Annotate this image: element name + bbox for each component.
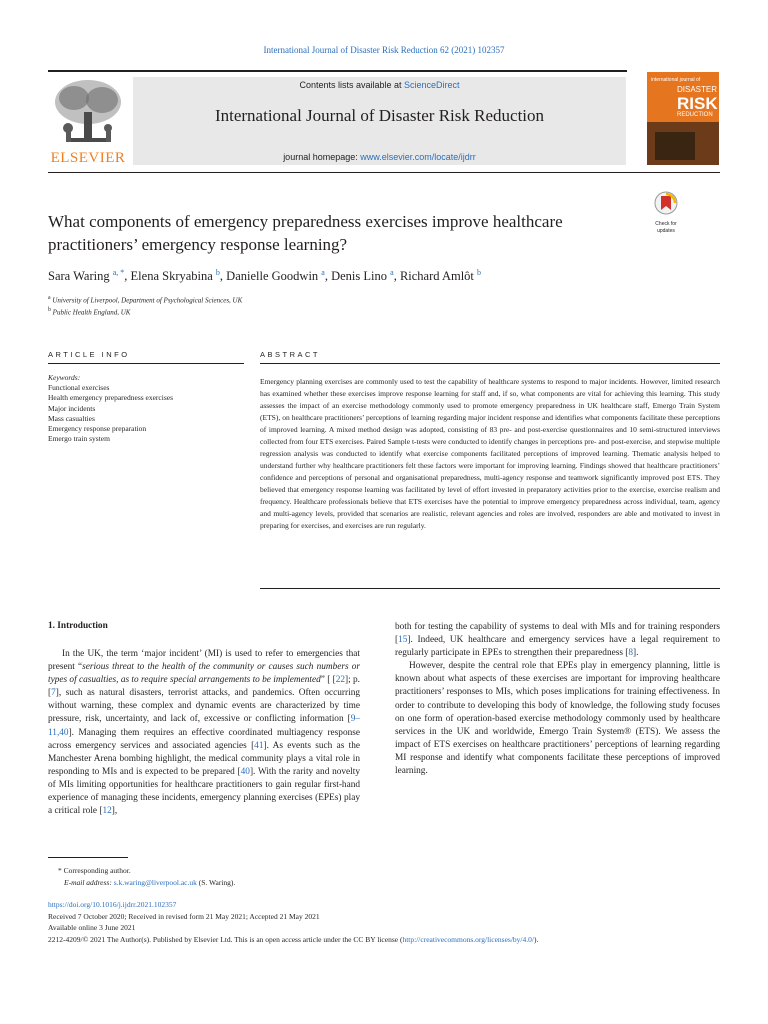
keyword-item: Functional exercises: [48, 383, 110, 393]
affiliation-text: University of Liverpool, Department of Psychological Sciences, UK: [52, 296, 243, 305]
keyword-item: Mass casualties: [48, 413, 95, 423]
journal-title: International Journal of Disaster Risk Reduction: [214, 106, 545, 125]
body-paragraph: [395, 621, 720, 660]
reference-link[interactable]: 15: [398, 635, 408, 646]
email-link[interactable]: s.k.waring@liverpool.ac.uk: [113, 878, 197, 887]
author-affiliation-marker[interactable]: b: [477, 268, 482, 277]
footnote-rule: [48, 857, 128, 858]
online-date: Available online 3 June 2021: [48, 923, 136, 932]
body-text: ]. As events such as the Manchester Arena bombing highlight, the medical community plays a vital role in responding to MIs and is expected to be prepared [: [48, 740, 360, 777]
keywords-label: Keywords:: [48, 373, 81, 382]
affiliation: [48, 307, 718, 316]
license-link[interactable]: http://creativecommons.org/licenses/by/4.0/: [402, 935, 534, 944]
cover-title: DISASTER: [677, 85, 718, 94]
affiliation-marker: a: [48, 295, 51, 301]
reference-link[interactable]: 41: [254, 740, 264, 751]
body-text: ]. Indeed, UK healthcare and emergency services have a legal requirement to regularly participate in EPEs to strengthen their preparedness [: [395, 635, 720, 659]
keywords-list: [48, 373, 244, 444]
header-bottom-rule: [48, 172, 720, 173]
check-for-updates-badge[interactable]: [648, 191, 684, 234]
check-updates-icon: [654, 191, 678, 215]
author-list: Sara Waring $^{a, *}$, Elena Skryabina $^b$, Danielle Goodwin $^a$, Denis Lino $^a$, Richard Amlôt $^b$: [48, 268, 482, 284]
keyword-item: Emergency response preparation: [48, 424, 147, 434]
keyword-item: Health emergency preparedness exercises: [48, 393, 174, 403]
body-paragraph: However, despite the central role that EPEs play in emergency planning, little is known about what aspects of these exercises are important for improving healthcare practitioners’ responses to MIs, which poses implications for training effectiveness. In order to contribute to developing this body of knowledge, the following study focuses on one form of operation-based exercise methodology commonly used by healthcare services in the UK and worldwide, Emergo Train System® (ETS). We assess the impact of ETS exercises on healthcare practitioners’ perceptions of learning regarding MI response and identify what components facilitate these perceptions of improved learning.: [395, 661, 720, 777]
affiliation: [48, 295, 718, 304]
cover-subtitle: REDUCTION: [677, 112, 713, 118]
author-affiliation-marker[interactable]: b: [215, 268, 220, 277]
elsevier-wordmark: ELSEVIER: [50, 150, 126, 166]
badge-line2: updates: [657, 228, 675, 234]
received-dates: Received 7 October 2020; Received in revised form 21 May 2021; Accepted 21 May 2021: [48, 912, 320, 921]
email-note: [64, 878, 744, 889]
affiliation-marker: b: [48, 307, 51, 313]
abstract-rule: [260, 363, 720, 364]
body-text: ]. Managing them requires an effective coordinated multiagency response across emergency services and associated agencies [: [48, 727, 360, 751]
keyword-item: Emergo train system: [48, 434, 110, 444]
reference-link[interactable]: 9–11,40: [48, 714, 360, 738]
license-text-end: ).: [533, 935, 539, 944]
reference-link[interactable]: 8: [628, 648, 634, 659]
author-name[interactable]: Richard Amlôt: [399, 269, 474, 284]
body-text: In the UK, the term ‘major incident’ (MI) is used to refer to emergencies that present “: [48, 649, 360, 673]
body-text: ]; p. [: [48, 675, 360, 699]
journal-homepage: [133, 152, 626, 162]
article-title: What components of emergency preparedness exercises improve healthcare practitioners’ emergency response learning?: [48, 212, 563, 254]
affiliation-text: Public Health England, UK: [52, 308, 131, 317]
quoted-definition: serious threat to the health of the community or causes such numbers or types of casualties, as to require special arrangements to be implemented: [48, 662, 360, 686]
elsevier-logo[interactable]: [48, 76, 128, 166]
cover-photo-detail: [655, 132, 695, 160]
author-name[interactable]: Denis Lino: [331, 269, 388, 284]
body-text: ].: [633, 648, 639, 659]
body-text: ” [ [: [320, 675, 336, 686]
reference-link[interactable]: 22: [335, 675, 346, 686]
email-label: E-mail address:: [64, 878, 114, 887]
author-name[interactable]: Sara Waring: [48, 269, 110, 284]
author-affiliation-marker[interactable]: a, *: [112, 268, 125, 277]
cover-brand: international journal of: [651, 77, 701, 83]
cover-risk: RISK: [677, 94, 718, 113]
section-heading-introduction: 1. Introduction: [48, 621, 108, 631]
corresponding-author-note: * Corresponding author.: [58, 866, 131, 875]
body-text: ]. With the rarity and novelty of MIs limiting opportunities for healthcare practitioners to gain regular first-hand experience of managing these incidents, emergency planning exercises (EPEs) play a critical role [: [48, 766, 360, 817]
badge-line1: Check for: [655, 221, 677, 227]
doi-link[interactable]: https://doi.org/10.1016/j.ijdrr.2021.102357: [48, 900, 177, 909]
sciencedirect-link[interactable]: ScienceDirect: [404, 80, 460, 90]
reference-link[interactable]: 12: [102, 806, 112, 817]
contents-line: [133, 80, 626, 90]
license-text: 2212-4209/© 2021 The Author(s). Published by Elsevier Ltd. This is an open access article under the CC BY license (: [48, 935, 403, 944]
homepage-label: journal homepage:: [283, 152, 361, 162]
email-suffix: (S. Waring).: [196, 878, 236, 887]
body-column-left: [48, 648, 360, 818]
body-column-right: [395, 621, 720, 778]
reference-link[interactable]: 40: [240, 766, 250, 777]
keyword-item: Major incidents: [48, 403, 96, 413]
header-top-rule: [48, 70, 627, 72]
body-text: ],: [111, 806, 118, 817]
body-text: both for testing the capability of systems to deal with MIs and for training responders [: [395, 622, 720, 646]
homepage-link[interactable]: www.elsevier.com/locate/ijdrr: [360, 152, 476, 162]
corresponding-text: Corresponding author.: [63, 866, 131, 875]
author-affiliation-marker[interactable]: a: [321, 268, 325, 277]
reference-link[interactable]: 7: [51, 688, 56, 699]
journal-cover-image[interactable]: [647, 72, 719, 165]
abstract-heading: ABSTRACT: [260, 350, 321, 359]
body-paragraph: [48, 648, 360, 818]
abstract-text: Emergency planning exercises are commonly used to test the capability of healthcare systems to respond to major incidents. However, limited research has examined whether these exercises improve response learning for staff and, if so, what components are vital for achieving this learning. This study assesses the impact of an exercise methodology commonly used to promote emergency preparedness in UK healthcare staff, Emergo Train System (ETS), on healthcare practitioners’ perceptions of learning regarding major incident response and identifies what components facilitate these perceptions of improved learning. A mixed method design was adopted, consisting of 83 pre- and post-exercise questionnaires and 10 semi-structured interviews collected from four ETS exercises. Paired Sample t-tests were conducted to identify changes in perceptions pre- and post-exercise, and stepwise multiple regression analysis was conducted to identify what exercise components facilitated perceptions of improved learning. Thematic analysis helped to understand further why healthcare practitioners felt these factors were important for improving learning. Findings showed that healthcare practitioners’ confidence and perceptions of personal and organisational preparedness, multi-agency response and teamwork significantly improved post ETS. They believed that emergency response learning was facilitated by level of effort invested in preparatory activities prior to the exercise, exercise realism and frequency. Healthcare professionals believe that ETS exercises have the potential to improve emergency preparedness across individual, team, agency and multi-agency levels, provided that scenarios are realistic, relevant agencies and roles are involved, responders are able and motivated to invest in preparing for exercises, and exercises are run regularly.: [260, 377, 720, 530]
article-info-rule: [48, 363, 244, 364]
author-name[interactable]: Elena Skryabina: [130, 269, 213, 284]
body-text: ], such as natural disasters, terrorist attacks, and pandemics. Often occurring without warning, these complex and dynamic events are characterized by time pressure, risk, uncertainty, and lack of, excessive or conflicting information [: [48, 688, 360, 725]
license-line: [48, 935, 728, 946]
contents-prefix: Contents lists available at: [299, 80, 405, 90]
abstract-bottom-rule: [260, 588, 720, 589]
author-affiliation-marker[interactable]: a: [390, 268, 394, 277]
journal-citation[interactable]: International Journal of Disaster Risk Reduction 62 (2021) 102357: [263, 45, 505, 55]
elsevier-tree-icon: [52, 78, 124, 148]
author-name[interactable]: Danielle Goodwin: [226, 269, 319, 284]
article-info-heading: ARTICLE INFO: [48, 350, 130, 359]
